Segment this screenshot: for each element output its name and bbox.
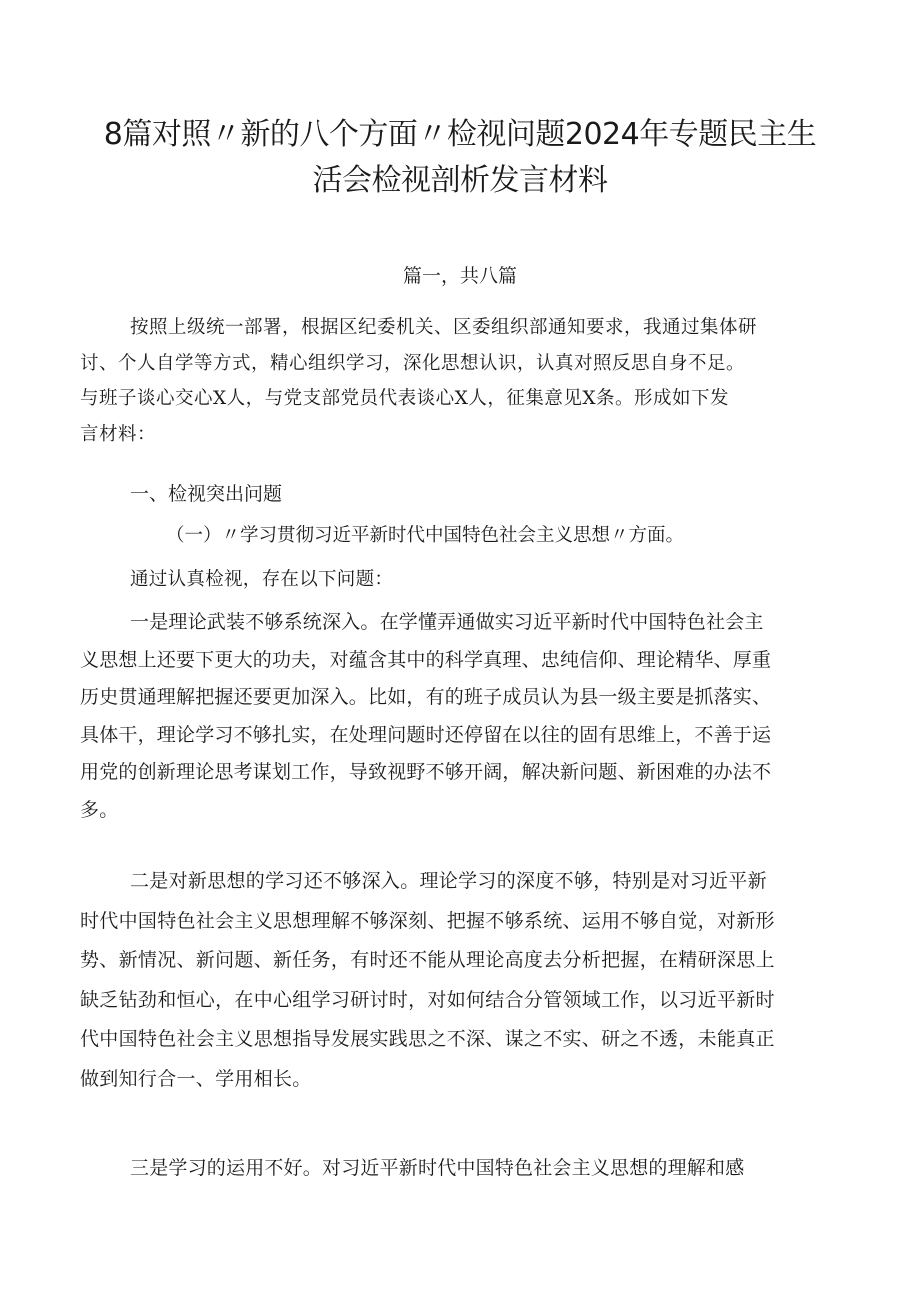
text-line: 势、新情况、新问题、新任务，有时还不能从理论高度去分析把握，在精研深思上	[80, 949, 775, 971]
point-3-paragraph	[130, 1150, 870, 1186]
text-line: （一）〃学习贯彻习近平新时代中国特色社会主义思想〃方面。	[166, 525, 685, 546]
text-line: 做到知行合一、学用相长。	[80, 1067, 312, 1090]
text-line: 按照上级统一部署，根据区纪委机关、区委组织部通知要求，我通过集体研	[130, 317, 758, 338]
text-line: 二是对新思想的学习还不够深入。理论学习的深度不够，特别是对习近平新	[130, 870, 767, 892]
text-line: 代中国特色社会主义思想指导发展实践思之不深、谋之不实、研之不透，未能真正	[80, 1028, 775, 1050]
text-line: 讨、个人自学等方式，精心组织学习，深化思想认识，认真对照反思自身不足。	[80, 352, 746, 374]
point-1-paragraph	[80, 604, 870, 829]
section-heading: 一、检视突出问题	[130, 483, 283, 505]
text-line: 通过认真检视，存在以下问题：	[130, 569, 394, 590]
text-line: 具体干，理论学习不够扎实，在处理问题时还停留在以往的固有思维上，不善于运	[80, 723, 772, 746]
text-line: 三是学习的运用不好。对习近平新时代中国特色社会主义思想的理解和感	[130, 1157, 745, 1179]
title-line: 8篇对照〃新的八个方面〃检视问题2024年专题民主生	[103, 117, 817, 152]
text-line: 义思想上还要下更大的功夫，对蕴含其中的科学真理、忠纯信仰、理论精华、厚重	[80, 648, 772, 671]
sub-heading	[166, 520, 684, 552]
text-line: 多。	[80, 798, 119, 821]
intro-paragraph	[80, 310, 860, 452]
part-title: 篇一，共八篇	[402, 265, 517, 287]
document-title	[70, 112, 850, 204]
text-line: 历史贯通理解把握还要更加深入。比如，有的班子成员认为县一级主要是抓落实、	[80, 686, 772, 708]
text-line: 与班子谈心交心X人，与党支部党员代表谈心X人，征集意见X条。形成如下发	[80, 388, 730, 409]
text-line: 缺乏钻劲和恒心，在中心组学习研讨时，对如何结合分管领域工作，以习近平新时	[80, 988, 775, 1011]
text-line: 言材料：	[80, 423, 157, 445]
lead-sentence	[130, 564, 393, 596]
title-line: 活会检视剖析发言材料	[312, 163, 608, 198]
text-line: 用党的创新理论思考谋划工作，导致视野不够开阔，解决新问题、新困难的办法不	[80, 761, 772, 783]
point-2-paragraph	[80, 862, 870, 1099]
text-line: 时代中国特色社会主义思想理解不够深刻、把握不够系统、运用不够自觉，对新形	[80, 909, 775, 932]
text-line: 一是理论武装不够系统深入。在学懂弄通做实习近平新时代中国特色社会主	[130, 611, 764, 633]
